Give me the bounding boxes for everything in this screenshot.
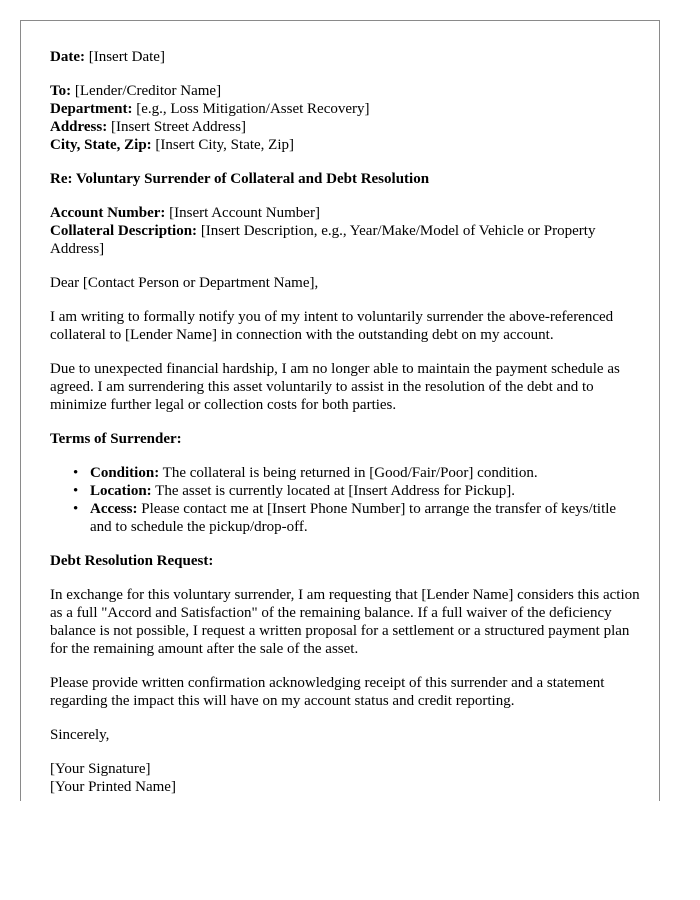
date-line <box>50 48 640 66</box>
account-block <box>50 204 640 258</box>
department-label: Department: <box>50 101 133 117</box>
resolution-request-paragraph: In exchange for this voluntary surrender, I am requesting that [Lender Name] considers this action as a full "Accord and Satisfaction" of the remaining balance. If a full waiver of the deficiency balance is not possible, I request a written proposal for a settlement or a structured payment plan for the remaining amount after the sale of the asset. <box>50 587 640 657</box>
date-label: Date: <box>50 49 85 65</box>
intent-paragraph: I am writing to formally notify you of my intent to voluntarily surrender the above-referenced collateral to [Lender Name] in connection with the outstanding debt on my account. <box>50 309 614 343</box>
resolution-heading-text: Debt Resolution Request: <box>50 553 214 569</box>
to-label: To: <box>50 83 72 99</box>
department-value: [e.g., Loss Mitigation/Asset Recovery] <box>132 101 370 117</box>
terms-heading <box>50 430 640 448</box>
resolution-heading <box>50 552 640 570</box>
date-value: [Insert Date] <box>84 49 165 65</box>
terms-item-access <box>73 500 640 536</box>
collateral-label: Collateral Description: <box>50 223 198 239</box>
bullet-icon: • <box>73 483 79 499</box>
signature-block <box>50 760 640 796</box>
collateral-value: [Insert Description, e.g., Year/Make/Model of Vehicle or Property Address] <box>50 223 596 257</box>
terms-item-location <box>73 482 640 500</box>
subject-text: Re: Voluntary Surrender of Collateral and Debt Resolution <box>50 171 430 187</box>
city-value: [Insert City, State, Zip] <box>151 137 295 153</box>
valediction: Sincerely, <box>50 727 110 743</box>
terms-item-text: Please contact me at [Insert Phone Number] to arrange the transfer of keys/title and to schedule the pickup/drop-off. <box>90 501 617 535</box>
terms-heading-text: Terms of Surrender: <box>50 431 182 447</box>
address-value: [Insert Street Address] <box>107 119 246 135</box>
account-number-label: Account Number: <box>50 205 166 221</box>
terms-item-text: The collateral is being returned in [Good/Fair/Poor] condition. <box>159 465 538 481</box>
hardship-paragraph: Due to unexpected financial hardship, I am no longer able to maintain the payment schedule as agreed. I am surrendering this asset voluntarily to assist in the resolution of the debt and to minimize further legal or collection costs for both parties. <box>50 361 620 413</box>
terms-item-label: Condition: <box>90 465 160 481</box>
terms-list <box>50 464 640 536</box>
recipient-block <box>50 82 640 154</box>
bullet-icon: • <box>73 465 79 481</box>
signature-line: [Your Signature] <box>50 761 151 777</box>
address-label: Address: <box>50 119 108 135</box>
account-number-value: [Insert Account Number] <box>165 205 320 221</box>
collateral-line <box>50 222 640 258</box>
printed-name-line: [Your Printed Name] <box>50 779 176 795</box>
terms-item-condition <box>73 464 640 482</box>
recipient-to-line <box>50 82 640 100</box>
letter-body <box>50 48 640 801</box>
terms-item-text: The asset is currently located at [Insert Address for Pickup]. <box>151 483 516 499</box>
terms-item-label: Access: <box>90 501 138 517</box>
letter-page <box>20 20 660 801</box>
subject-line <box>50 170 640 188</box>
recipient-department-line <box>50 100 640 118</box>
city-label: City, State, Zip: <box>50 137 152 153</box>
to-value: [Lender/Creditor Name] <box>71 83 222 99</box>
terms-item-label: Location: <box>90 483 152 499</box>
recipient-address-line <box>50 118 640 136</box>
salutation: Dear [Contact Person or Department Name], <box>50 275 319 291</box>
bullet-icon: • <box>73 501 79 517</box>
recipient-city-line <box>50 136 640 154</box>
confirmation-paragraph: Please provide written confirmation acknowledging receipt of this surrender and a statement regarding the impact this will have on my account status and credit reporting. <box>50 675 605 709</box>
account-number-line <box>50 204 640 222</box>
